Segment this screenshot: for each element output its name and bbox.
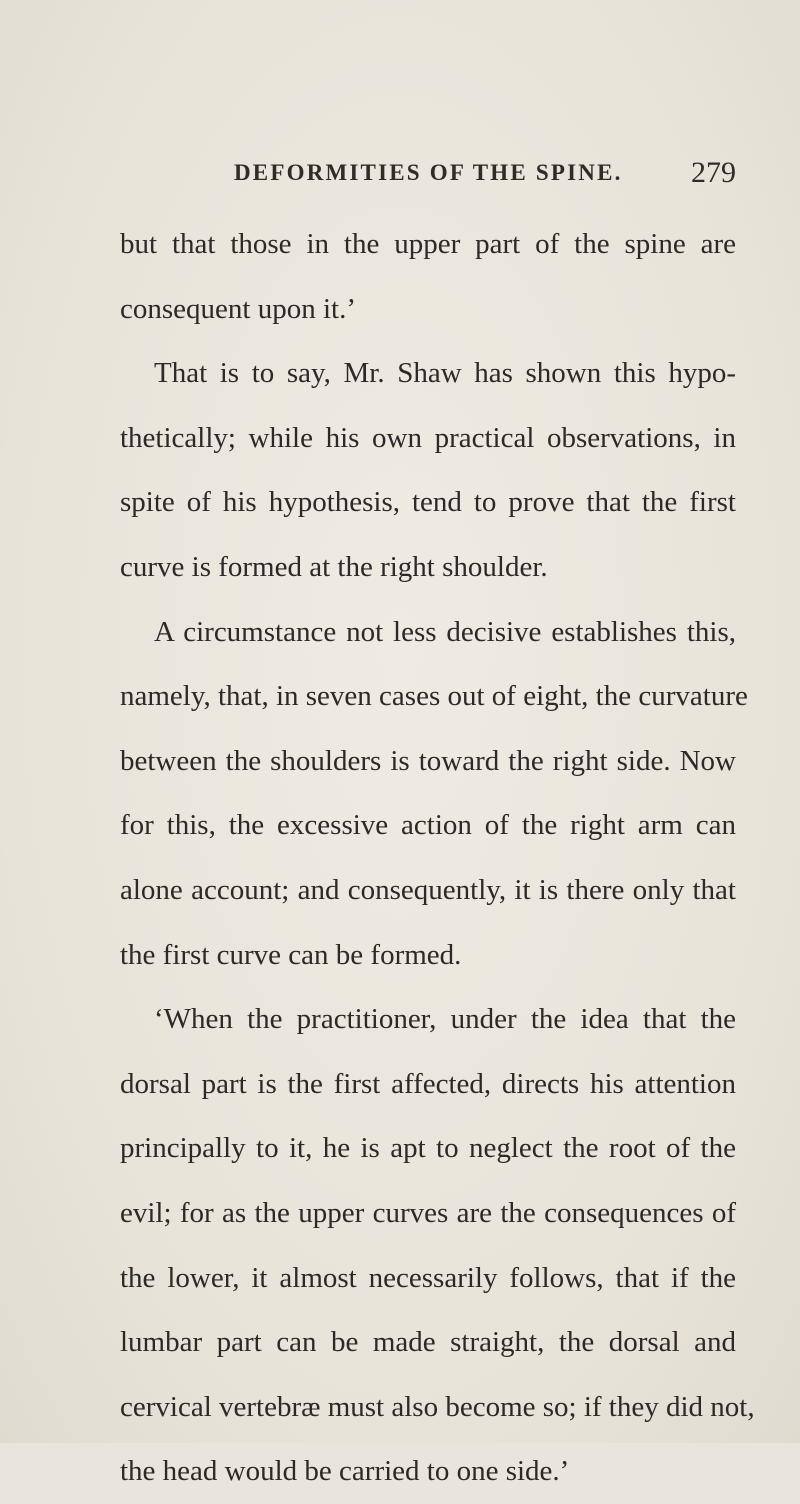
text-line: between the shoulders is toward the right side. Now (120, 744, 736, 777)
text-line: consequent upon it.’ (120, 292, 356, 325)
text-line: but that those in the upper part of the spine are (120, 228, 736, 260)
text-line: curve is formed at the right shoulder. (120, 550, 548, 583)
running-head (234, 156, 736, 196)
text-line: thetically; while his own practical observations, in (120, 421, 736, 454)
text-line: A circumstance not less decisive establishes this, (154, 615, 736, 648)
text-line: lumbar part can be made straight, the dorsal and (120, 1326, 736, 1359)
text-line: principally to it, he is apt to neglect the root of the (120, 1132, 736, 1165)
text-line: the first curve can be formed. (120, 938, 462, 971)
text-line: ‘When the practitioner, under the idea that the (154, 1003, 736, 1036)
text-line: namely, that, in seven cases out of eight, the curvature (120, 680, 748, 713)
page-number: 279 (691, 156, 736, 189)
text-line: dorsal part is the first affected, directs his attention (120, 1067, 736, 1100)
text-line: spite of his hypothesis, tend to prove that the first (120, 486, 736, 519)
text-line: for this, the excessive action of the right arm can (120, 809, 736, 842)
text-line: the lower, it almost necessarily follows, that if the (120, 1261, 736, 1294)
text-line: cervical vertebræ must also become so; if they did not, (120, 1390, 755, 1423)
text-line: That is to say, Mr. Shaw has shown this hypo- (154, 357, 736, 390)
body-text (120, 212, 755, 1504)
text-line: evil; for as the upper curves are the consequences of (120, 1196, 736, 1229)
text-line: the head would be carried to one side.’ (120, 1455, 570, 1488)
text-line: alone account; and consequently, it is there only that (120, 873, 736, 906)
running-title: DEFORMITIES OF THE SPINE. (234, 160, 623, 185)
